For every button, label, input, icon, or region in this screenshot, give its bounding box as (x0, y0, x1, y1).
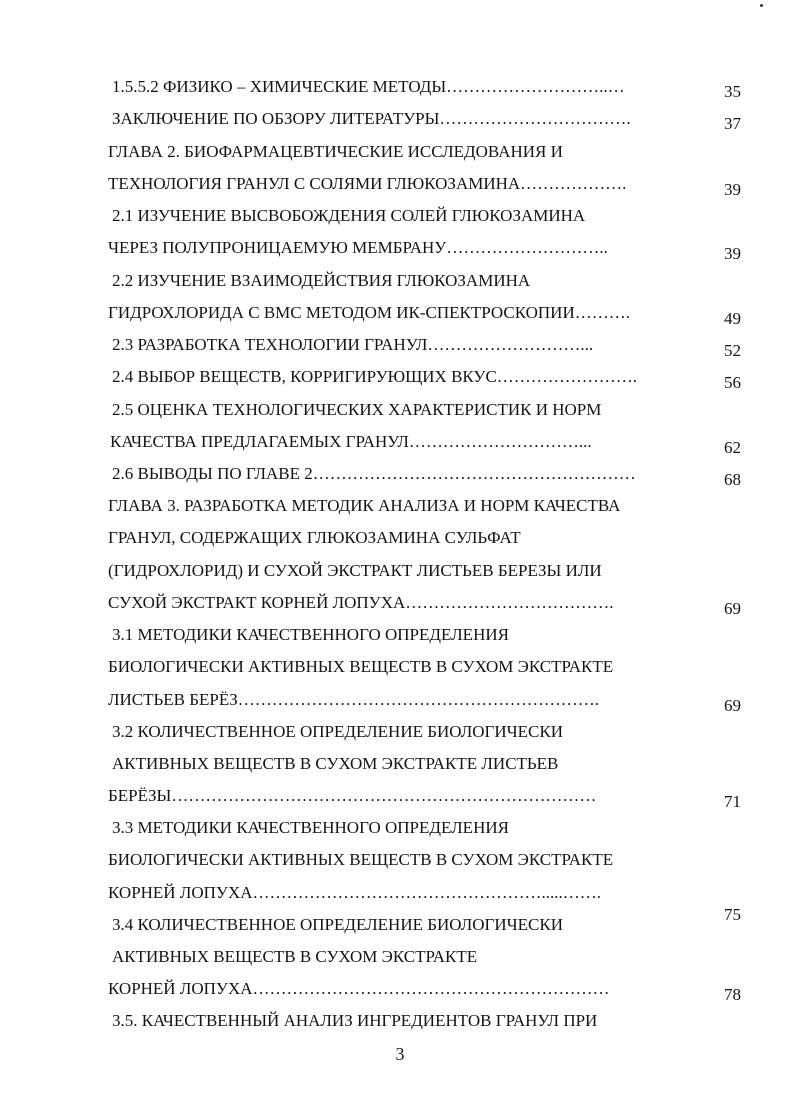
toc-entry-text: (ГИДРОХЛОРИД) И СУХОЙ ЭКСТРАКТ ЛИСТЬЕВ БЕРЕЗЫ ИЛИ (108, 561, 602, 580)
toc-entry-text: КОРНЕЙ ЛОПУХА…………………………………………….....……. (108, 883, 602, 902)
toc-entry-page: 71 (724, 792, 741, 811)
toc-entry-page: 68 (724, 470, 741, 489)
toc-entry-text: БЕРЁЗЫ………………………………………………………………… (108, 786, 597, 805)
toc-entry-page: 35 (724, 82, 741, 101)
toc-entry-text: 3.5. КАЧЕСТВЕННЫЙ АНАЛИЗ ИНГРЕДИЕНТОВ ГРАНУЛ ПРИ (112, 1011, 598, 1030)
toc-entry (0, 136, 800, 168)
scan-speck (760, 4, 763, 7)
toc-entry-text: 2.3 РАЗРАБОТКА ТЕХНОЛОГИИ ГРАНУЛ………………………... (112, 335, 594, 354)
toc-entry (0, 973, 800, 1005)
toc-entry-page: 56 (724, 373, 741, 392)
toc-entry-text: ГЛАВА 3. РАЗРАБОТКА МЕТОДИК АНАЛИЗА И НОРМ КАЧЕСТВА (108, 496, 621, 515)
toc-entry-text: 1.5.5.2 ФИЗИКО – ХИМИЧЕСКИЕ МЕТОДЫ………………………..… (112, 77, 625, 96)
toc-entry (0, 329, 800, 361)
toc-entry (0, 748, 800, 780)
toc-entry (0, 232, 800, 264)
toc-entry-text: АКТИВНЫХ ВЕЩЕСТВ В СУХОМ ЭКСТРАКТЕ ЛИСТЬЕВ (112, 754, 559, 773)
toc-entry-text: СУХОЙ ЭКСТРАКТ КОРНЕЙ ЛОПУХА………………………………. (108, 593, 614, 612)
toc-entry (0, 522, 800, 554)
toc-entry (0, 651, 800, 683)
toc-entry-page: 62 (724, 438, 741, 457)
toc-entry (0, 587, 800, 619)
toc-entry (0, 200, 800, 232)
toc-entry (0, 297, 800, 329)
toc-entry-text: КАЧЕСТВА ПРЕДЛАГАЕМЫХ ГРАНУЛ…………………………... (110, 432, 592, 451)
toc-entry-text: ГРАНУЛ, СОДЕРЖАЩИХ ГЛЮКОЗАМИНА СУЛЬФАТ (108, 528, 521, 547)
toc-entry (0, 716, 800, 748)
toc-entry-page: 39 (724, 244, 741, 263)
toc-entry-page: 78 (724, 985, 741, 1004)
toc-entry-text: ЛИСТЬЕВ БЕРЁЗ………………………………………………………. (108, 690, 600, 709)
toc-entry-text: БИОЛОГИЧЕСКИ АКТИВНЫХ ВЕЩЕСТВ В СУХОМ ЭКСТРАКТЕ (108, 657, 614, 676)
toc-entry-text: ЧЕРЕЗ ПОЛУПРОНИЦАЕМУЮ МЕМБРАНУ……………………….. (108, 238, 608, 257)
toc-entry-text: 2.4 ВЫБОР ВЕЩЕСТВ, КОРРИГИРУЮЩИХ ВКУС……………………. (112, 367, 638, 386)
toc-entry-text: ЗАКЛЮЧЕНИЕ ПО ОБЗОРУ ЛИТЕРАТУРЫ……………………………. (112, 109, 631, 128)
toc-entry (0, 812, 800, 844)
toc-entry-page: 37 (724, 114, 741, 133)
toc-entry (0, 780, 800, 812)
toc-entry-page: 52 (724, 341, 741, 360)
toc-entry-page: 69 (724, 696, 741, 715)
toc-entry-text: КОРНЕЙ ЛОПУХА……………………………………………………… (108, 979, 610, 998)
toc-entry-page: 75 (724, 905, 741, 924)
toc-entry (0, 1005, 800, 1037)
toc-entry (0, 941, 800, 973)
toc-entry (0, 168, 800, 200)
toc-entry (0, 684, 800, 716)
toc-entry-text: БИОЛОГИЧЕСКИ АКТИВНЫХ ВЕЩЕСТВ В СУХОМ ЭКСТРАКТЕ (108, 850, 614, 869)
page-number: 3 (395, 1044, 405, 1064)
toc-entry (0, 877, 800, 924)
toc-entry (0, 71, 800, 103)
toc-entry-text: 3.4 КОЛИЧЕСТВЕННОЕ ОПРЕДЕЛЕНИЕ БИОЛОГИЧЕСКИ (112, 915, 564, 934)
toc-entry-text: ГЛАВА 2. БИОФАРМАЦЕВТИЧЕСКИЕ ИССЛЕДОВАНИЯ И (108, 142, 563, 161)
toc-entry (0, 844, 800, 876)
toc-entry-page: 69 (724, 599, 741, 618)
toc-entry-text: 2.1 ИЗУЧЕНИЕ ВЫСВОБОЖДЕНИЯ СОЛЕЙ ГЛЮКОЗАМИНА (112, 206, 586, 225)
toc-entry (0, 909, 800, 941)
toc-entry-text: АКТИВНЫХ ВЕЩЕСТВ В СУХОМ ЭКСТРАКТЕ (112, 947, 478, 966)
toc-entry (0, 265, 800, 297)
toc-entry-page: 49 (724, 309, 741, 328)
toc-entry (0, 555, 800, 587)
toc-entry (0, 490, 800, 522)
toc-entry-text: 2.5 ОЦЕНКА ТЕХНОЛОГИЧЕСКИХ ХАРАКТЕРИСТИК И НОРМ (112, 400, 602, 419)
toc-entry-text: ГИДРОХЛОРИДА С ВМС МЕТОДОМ ИК-СПЕКТРОСКОПИИ………. (108, 303, 630, 322)
toc-entry-text: 2.2 ИЗУЧЕНИЕ ВЗАИМОДЕЙСТВИЯ ГЛЮКОЗАМИНА (112, 271, 531, 290)
toc-entry (0, 619, 800, 651)
toc-entry (0, 103, 800, 135)
toc-entry (0, 458, 800, 490)
toc-entry-text: 3.3 МЕТОДИКИ КАЧЕСТВЕННОГО ОПРЕДЕЛЕНИЯ (112, 818, 509, 837)
toc-entry-page: 39 (724, 180, 741, 199)
toc-entry-text: 3.1 МЕТОДИКИ КАЧЕСТВЕННОГО ОПРЕДЕЛЕНИЯ (112, 625, 509, 644)
toc-entry-text: ТЕХНОЛОГИЯ ГРАНУЛ С СОЛЯМИ ГЛЮКОЗАМИНА………………. (108, 174, 627, 193)
toc-entry (0, 426, 800, 458)
toc-entry (0, 361, 800, 393)
toc-entry-text: 3.2 КОЛИЧЕСТВЕННОЕ ОПРЕДЕЛЕНИЕ БИОЛОГИЧЕСКИ (112, 722, 564, 741)
toc-entry (0, 394, 800, 426)
toc-entry-text: 2.6 ВЫВОДЫ ПО ГЛАВЕ 2………………………………………………… (112, 464, 636, 483)
